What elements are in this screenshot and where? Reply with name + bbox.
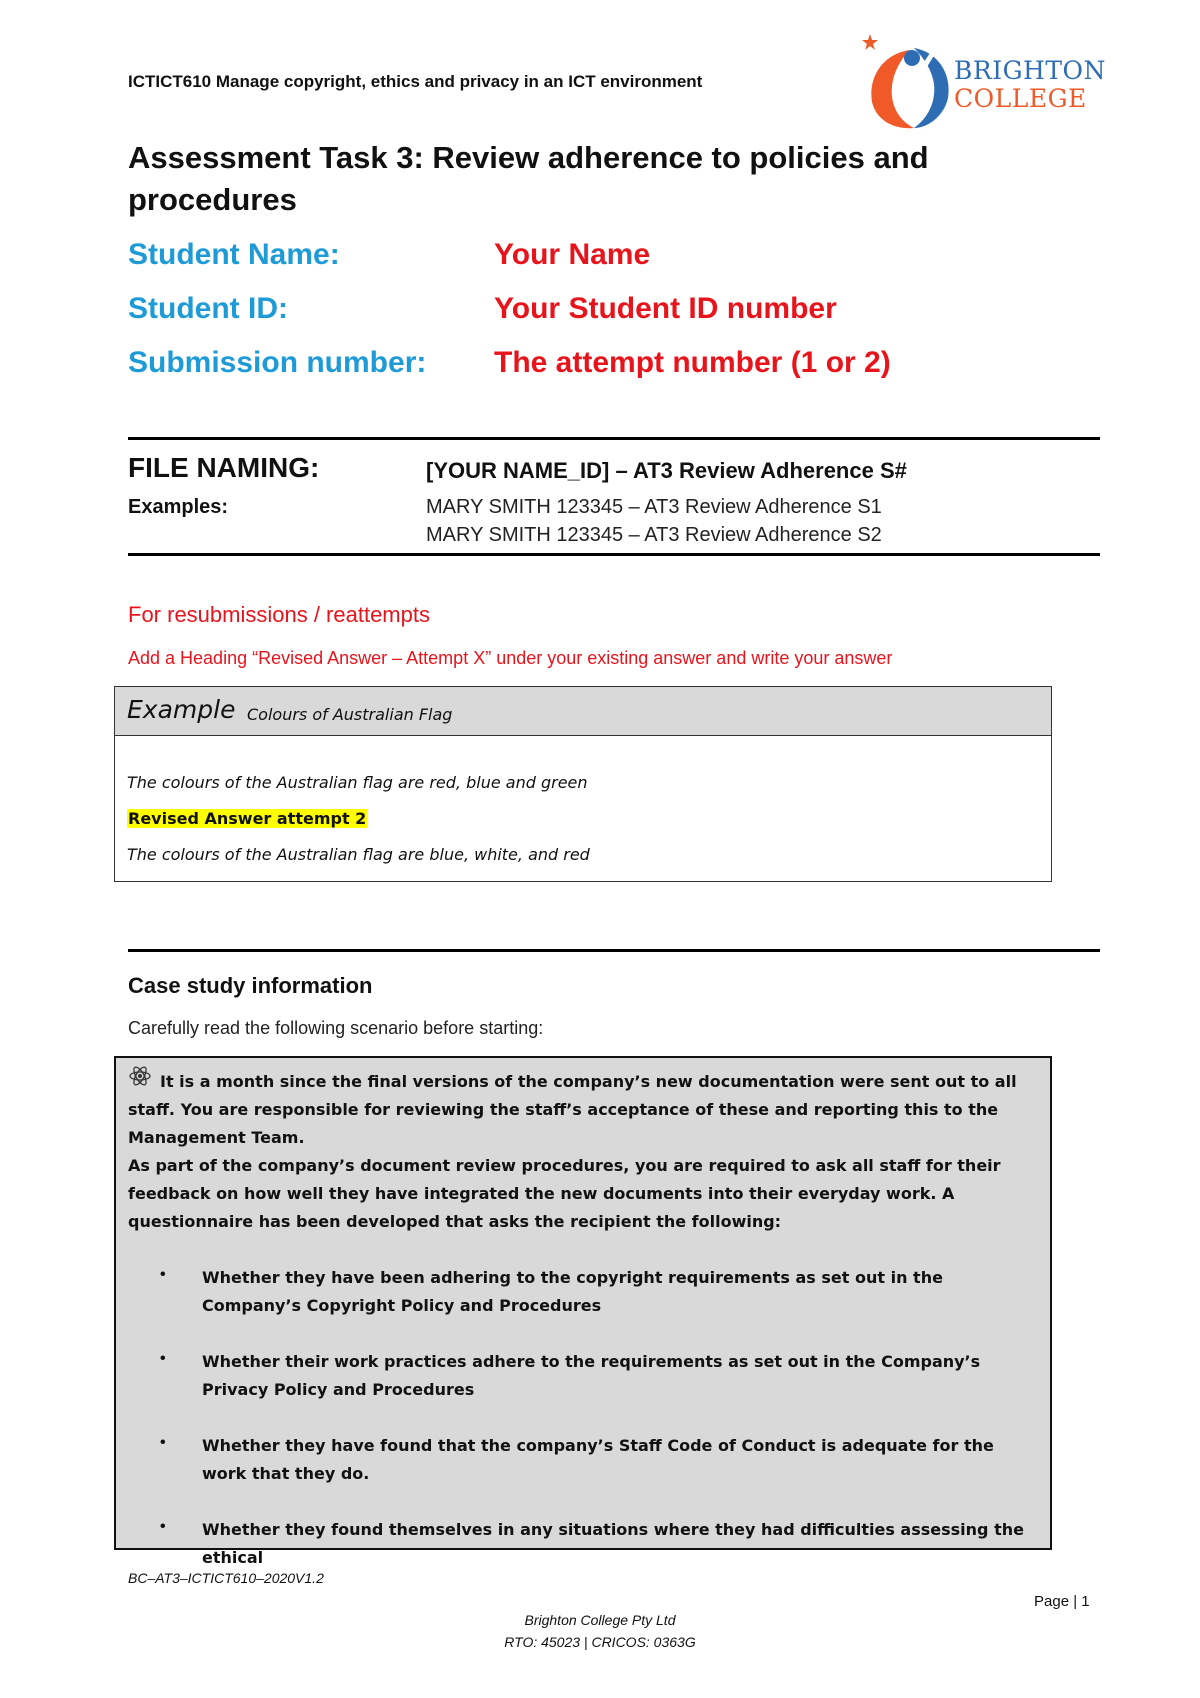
bullet-icon: • [160,1518,166,1535]
example-box [114,686,1052,882]
example-box-header [115,687,1051,736]
bullet-icon: • [160,1350,166,1367]
page-number: Page | 1 [1034,1593,1090,1610]
resubmission-instruction: Add a Heading “Revised Answer – Attempt X” under your existing answer and write your answer [128,648,893,668]
logo-line2: COLLEGE [954,84,1087,113]
example-title: Example [127,695,236,724]
case-bullet: Whether their work practices adhere to the requirements as set out in the Company’s Privacy Policy and Procedures [202,1352,981,1399]
bullet-icon: • [160,1266,166,1283]
section-rule [128,437,1100,440]
file-naming-label: FILE NAMING: [128,452,320,483]
student-name-value: Your Name [494,238,651,271]
bullet-icon: • [160,1434,166,1451]
brighton-college-logo [862,28,1106,132]
case-paragraph: It is a month since the final versions of the company’s new documentation were sent out to all staff. You are responsible for reviewing the staff’s acceptance of these and reporting this to the Management Team. [128,1072,1017,1147]
case-paragraph: As part of the company’s document review procedures, you are required to ask all staff for their feedback on how well they have integrated the new documents into their everyday work. A questionnaire has been developed that asks the recipient the following: [128,1156,1001,1231]
resubmission-heading: For resubmissions / reattempts [128,602,430,627]
case-study-heading: Case study information [128,973,373,998]
submission-number-value: The attempt number (1 or 2) [494,346,891,379]
student-id-value: Your Student ID number [494,292,837,325]
footer-rto: RTO: 45023 | CRICOS: 0363G [504,1634,696,1650]
revised-answer-heading: Revised Answer attempt 2 [128,809,367,828]
section-rule [128,949,1100,952]
case-bullet: Whether they have found that the company’s Staff Code of Conduct is adequate for the work that they do. [202,1436,994,1483]
example-subtitle: Colours of Australian Flag [247,705,453,724]
document-code: BC–AT3–ICTICT610–2020V1.2 [128,1570,324,1586]
section-rule [128,553,1100,556]
case-bullet: Whether they found themselves in any situations where they had difficulties assessing the ethical [202,1520,1024,1567]
examples-label: Examples: [128,496,229,518]
student-id-label: Student ID: [128,292,288,325]
footer-company: Brighton College Pty Ltd [524,1612,676,1628]
submission-number-label: Submission number: [128,346,427,379]
case-study-instruction: Carefully read the following scenario before starting: [128,1018,544,1038]
logo-line1: BRIGHTON [954,56,1106,85]
case-bullet: Whether they have been adhering to the copyright requirements as set out in the Company’s Copyright Policy and Procedures [202,1268,943,1315]
case-study-box [114,1056,1052,1567]
file-name-example: MARY SMITH 123345 – AT3 Review Adherence S1 [426,496,882,518]
file-naming-value: [YOUR NAME_ID] – AT3 Review Adherence S# [426,458,907,483]
example-revised-answer: The colours of the Australian flag are blue, white, and red [127,845,590,864]
task-heading: Assessment Task 3: Review adherence to policies and procedures [128,140,929,217]
example-answer: The colours of the Australian flag are red, blue and green [127,773,588,792]
file-name-example: MARY SMITH 123345 – AT3 Review Adherence S2 [426,524,882,546]
student-name-label: Student Name: [128,238,340,271]
unit-title: ICTICT610 Manage copyright, ethics and privacy in an ICT environment [128,72,703,91]
graduate-figure-icon [862,28,954,132]
